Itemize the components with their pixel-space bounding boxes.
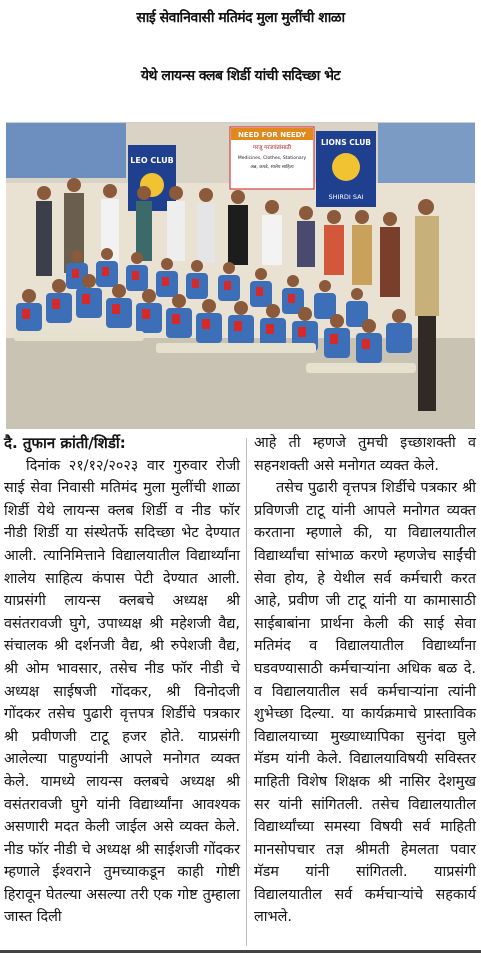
article-column-left	[4, 432, 240, 929]
banner-sub: गरजू गरजवंतांसाठी	[253, 145, 291, 151]
need-for-needy-banner	[230, 127, 314, 189]
banner-title: NEED FOR NEEDY	[237, 131, 307, 139]
lions-banner-top: LIONS CLUB	[320, 138, 372, 147]
column-divider	[246, 438, 247, 946]
dateline: दै. तुफान क्रांती/शिर्डी:	[4, 434, 126, 452]
lions-club-banner	[316, 131, 376, 207]
banner-line-1: Medicines, Clothes, Stationary	[237, 156, 307, 161]
banner-line-2: अन्न, कपडे, शालेय साहित्य	[250, 165, 294, 170]
article-column-right	[254, 432, 476, 929]
news-photo	[6, 122, 475, 429]
article-paragraph-1: दिनांक २१/१२/२०२३ वार गुरुवार रोजी साई सेवा निवासी मतिमंद मुला मुलींची शाळा शिर्डी येथे लायन्स क्लब शिर्डी व नीड फॉर नीडी शिर्डी या संस्थेतर्फे सदिच्छा भेट देण्यात आली. त्यानिमित्ताने विद्यालयातील विद्यार्थ्यांना शालेय साहित्य कंपास पेटी देण्यात आली. याप्रसंगी लायन्स क्लबचे अध्यक्ष श्री वसंतरावजी घुगे, उपाध्यक्ष श्री महेशजी वैद्य, संचालक श्री दर्शनजी वैद्य, श्री रुपेशजी वैद्य, श्री ओम भावसार, तसेच नीड फॉर नीडी चे अध्यक्ष साईषजी गोंदकर, श्री विनोदजी गोंदकर तसेच पुढारी वृत्तपत्र शिर्डीचे पत्रकार श्री प्रवीणजी टाटू हजर होते. याप्रसंगी आलेल्या पाहुण्यांनी आपले मनोगत व्यक्त केले. यामध्ये लायन्स क्लबचे अध्यक्ष श्री वसंतरावजी घुगे यांनी विद्यार्थ्यांना आवश्यक असणारी मदत केली जाईल असे व्यक्त केले. नीड फॉर नीडी चे अध्यक्ष श्री साईशजी गोंदकर म्हणाले ईश्वराने तुमच्याकडून काही गोष्टी हिरावून घेतल्या असल्या तरी एक गोष्ट तुम्हाला जास्त दिली	[4, 457, 240, 926]
headline-line-2: येथे लायन्स क्लब शिर्डी यांची सदिच्छा भेट	[140, 68, 341, 84]
article-body	[0, 432, 481, 958]
article-paragraph-2: आहे ती म्हणजे तुमची इच्छाशक्ती व सहनशक्ती असे मनोगत व्यक्त केले.	[254, 435, 476, 474]
headline-line-1: साई सेवानिवासी मतिमंद मुला मुलींची शाळा	[136, 10, 345, 26]
lions-banner-bottom: SHIRDI SAI	[328, 193, 364, 201]
article-paragraph-3: तसेच पुढारी वृत्तपत्र शिर्डीचे पत्रकार श्री प्रविणजी टाटू यांनी आपले मनोगत व्यक्त करताना म्हणाले की, या विद्यालयातील विद्यार्थ्यांचा सांभाळ करणे म्हणजेच साईंची सेवा होय, हे येथील सर्व कर्मचारी करत आहे, प्रवीण जी टाटू यांनी या कामासाठी साईबाबांना प्रार्थना केली की साई सेवा मतिमंद व विद्यालयातील विद्यार्थ्यांना घडवण्यासाठी कर्मचाऱ्यांना अधिक बळ दे. व विद्यालयातील सर्व कर्मचाऱ्यांना त्यांनी शुभेच्छा दिल्या. या कार्यक्रमाचे प्रास्ताविक विद्यालयाच्या मुख्याध्यापिका सुनंदा घुले मॅडम यांनी केले. विद्यालयाविषयी सविस्तर माहिती विशेष शिक्षक श्री नासिर देशमुख सर यांनी सांगितली. तसेच विद्यालयातील विद्यार्थ्यांच्या समस्या विषयी सर्व माहिती मानसोपचार तज्ञ श्रीमती हेमलता पवार मॅडम यांनी सांगितली. याप्रसंगी विद्यालयातील सर्व कर्मचाऱ्यांचे सहकार्य लाभले.	[254, 480, 476, 926]
leo-banner-text: LEO CLUB	[130, 156, 174, 165]
bottom-rule	[0, 950, 481, 953]
